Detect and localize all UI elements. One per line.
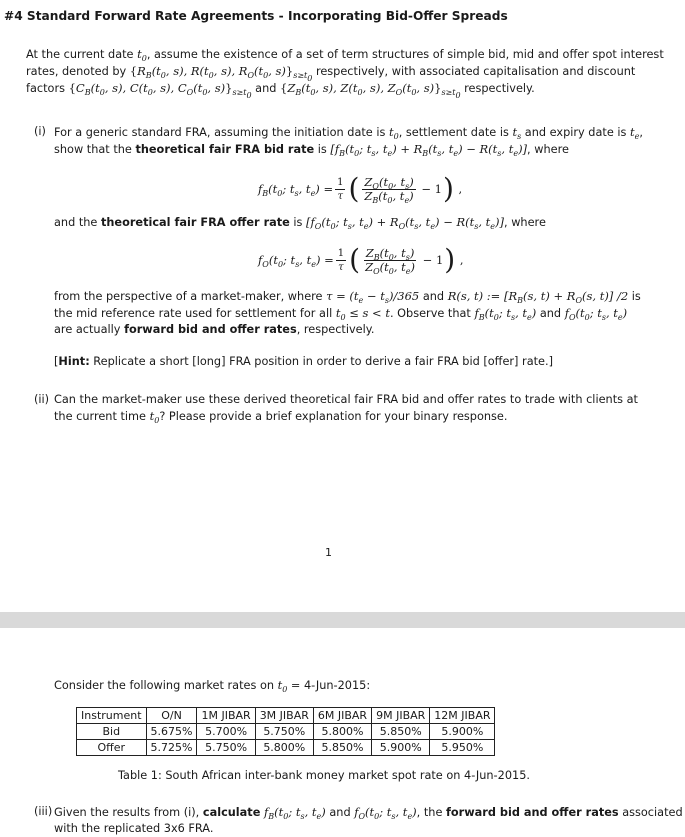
table-header: O/N bbox=[146, 708, 197, 724]
table-cell: 5.700% bbox=[197, 724, 255, 740]
table-row bbox=[77, 740, 495, 756]
fra-offer-equation: $f_O(t_0$; $t_s$, $t_e$) = $\frac{1}{\tau}$ ( $\frac{Z_B(t_0, t_s)}{Z_O(t_0, t_e)}$ − 1 ) , bbox=[258, 243, 464, 276]
table-cell: 5.675% bbox=[146, 724, 197, 740]
table-cell: 5.750% bbox=[197, 740, 255, 756]
table-cell: 5.950% bbox=[430, 740, 495, 756]
part-iii-text: Given the results from (i), calculate $f_B(t_0$; $t_s$, $t_e$) and $f_O(t_0$; $t_s$, $t_e$), the forward bid and offer rates associated with the replicated 3x6 FRA. bbox=[54, 805, 683, 835]
intro-line-1: At the current date $t_0$, assume the existence of a set of term structures of simple bid, mid and offer spot interest bbox=[26, 47, 664, 63]
table-header-row bbox=[77, 708, 495, 724]
part-ii-text: Can the market-maker use these derived theoretical fair FRA bid and offer rates to trade with clients at the current time $t_0$? Please provide a brief explanation for your binary response. bbox=[54, 393, 638, 425]
page-2 bbox=[0, 628, 685, 835]
table-header: 3M JIBAR bbox=[255, 708, 313, 724]
fra-bid-equation: $f_B(t_0$; $t_s$, $t_e$) = $\frac{1}{\tau}$ ( $\frac{Z_O(t_0, t_s)}{Z_B(t_0, t_e)}$ − 1 ) , bbox=[258, 172, 463, 205]
part-i-label: (i) bbox=[34, 125, 46, 138]
table-cell: 5.725% bbox=[146, 740, 197, 756]
part-ii-label: (ii) bbox=[34, 393, 50, 406]
table-cell: 5.900% bbox=[372, 740, 430, 756]
table-row bbox=[77, 724, 495, 740]
table-header: 9M JIBAR bbox=[372, 708, 430, 724]
page-separator bbox=[0, 612, 685, 628]
part-iii-label: (iii) bbox=[34, 805, 53, 818]
intro-line-3: factors {$C_B(t_0$, s), $C(t_0$, s), $C_O(t_0$, $s)\}_{s\ge t_0}$ and {$Z_B(t_0$, s), $Z(t_0$, s), $Z_O(t_0$, $s)\}_{s\ge t_0}$ respectively. bbox=[26, 81, 535, 100]
problem-heading: #4 Standard Forward Rate Agreements - Incorporating Bid-Offer Spreads bbox=[4, 9, 508, 23]
table-cell: 5.850% bbox=[372, 724, 430, 740]
table-cell: 5.850% bbox=[313, 740, 371, 756]
table-cell: Bid bbox=[77, 724, 147, 740]
part-i-text: For a generic standard FRA, assuming the initiation date is $t_0$, settlement date is $t_s$ and expiry date is $t_e$, show that the theoretical fair FRA bid rate is [$f_B(t_0$; $t_s$, $t_e) + R_B(t_s$, $t_e) - R(t_s$, $t_e$)], where bbox=[54, 125, 643, 158]
table-cell: 5.750% bbox=[255, 724, 313, 740]
table-header: Instrument bbox=[77, 708, 147, 724]
table-cell: Offer bbox=[77, 740, 147, 756]
table-caption: Table 1: South African inter-bank money market spot rate on 4-Jun-2015. bbox=[118, 769, 530, 782]
offer-rate-line: and the theoretical fair FRA offer rate is [$f_O(t_0$; $t_s$, $t_e) + R_O(t_s$, $t_e) - R(t_s$, $t_e$)], where bbox=[54, 215, 546, 231]
table-header: 12M JIBAR bbox=[430, 708, 495, 724]
intro-line-2: rates, denoted by {$R_B(t_0$, s), $R(t_0$, s), $R_O(t_0$, $s)\}_{s\ge t_0}$ respectively, with associated capitalisation and discount bbox=[26, 64, 636, 83]
table-cell: 5.900% bbox=[430, 724, 495, 740]
table-cell: 5.800% bbox=[313, 724, 371, 740]
page-number: 1 bbox=[325, 546, 332, 559]
table-header: 1M JIBAR bbox=[197, 708, 255, 724]
table-header: 6M JIBAR bbox=[313, 708, 371, 724]
intro-paragraph bbox=[26, 46, 676, 100]
market-rates-intro: Consider the following market rates on $t_0 = 4-Jun-2015$: bbox=[54, 678, 371, 694]
market-maker-paragraph: from the perspective of a market-maker, where $\tau = (t_e - t_s)/365$ and R(s, t) := [$R_B(s$, $t) + R_O(s$, t)] /2 is the mid reference rate used for settlement for all $t_0 \le s < t$. Observe that $f_B(t_0$; $t_s$, $t_e$) and $f_O(t_0$; $t_s$, $t_e$) are actually forward bid and offer rates, respectively. bbox=[54, 289, 641, 336]
market-rates-table bbox=[76, 707, 495, 756]
table-cell: 5.800% bbox=[255, 740, 313, 756]
hint-text: [Hint: Replicate a short [long] FRA position in order to derive a fair FRA bid [offer] rate.] bbox=[54, 355, 553, 368]
